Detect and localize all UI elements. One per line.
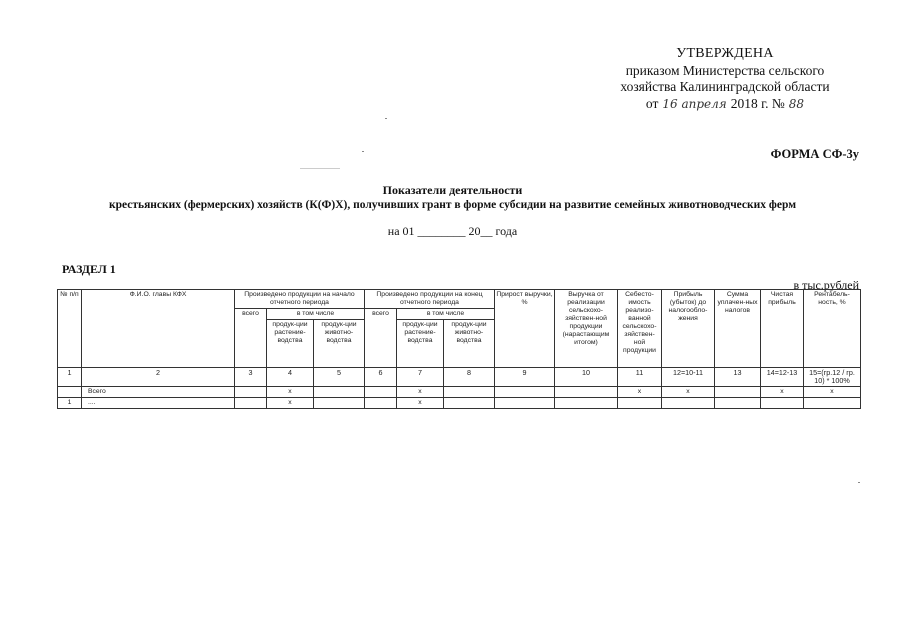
section-label: РАЗДЕЛ 1 xyxy=(62,262,116,276)
col-fio-header: Ф.И.О. главы КФХ xyxy=(82,290,235,368)
table-row xyxy=(58,398,861,409)
table-cell xyxy=(715,398,761,409)
approval-date-line xyxy=(600,96,850,113)
column-number: 3 xyxy=(235,368,267,387)
col-plant-end-header: продук-ции растение-водства xyxy=(397,320,444,368)
col-taxes-header: Сумма уплачен-ных налогов xyxy=(715,290,761,368)
table-cell: x xyxy=(267,387,314,398)
col-total-end-header: всего xyxy=(365,309,397,368)
column-number: 14=12-13 xyxy=(761,368,804,387)
column-number: 2 xyxy=(82,368,235,387)
scan-speck xyxy=(385,118,387,119)
table-cell: x xyxy=(397,398,444,409)
col-animal-start-header: продук-ции животно-водства xyxy=(314,320,365,368)
approval-header: УТВЕРЖДЕНА xyxy=(676,46,774,61)
indicators-table xyxy=(57,289,861,409)
column-number: 15=(гр.12 / гр. 10) * 100% xyxy=(804,368,861,387)
table-cell xyxy=(235,387,267,398)
col-plant-start-header: продук-ции растение-водства xyxy=(267,320,314,368)
column-number-row xyxy=(58,368,861,387)
table-cell xyxy=(58,387,82,398)
col-animal-end-header: продук-ции животно-водства xyxy=(444,320,495,368)
column-number: 13 xyxy=(715,368,761,387)
scan-speck xyxy=(362,151,364,152)
table-cell: x xyxy=(618,387,662,398)
table-cell xyxy=(495,387,555,398)
report-period: на 01 ________ 20__ года xyxy=(387,224,518,238)
table-cell xyxy=(662,398,715,409)
col-including-start-header: в том числе xyxy=(267,309,365,320)
table-cell xyxy=(715,387,761,398)
table-cell: Всего xyxy=(82,387,235,398)
scan-speck xyxy=(858,482,860,483)
col-produced-start-header: Произведено продукции на начало отчетного периода xyxy=(235,290,365,309)
column-number: 12=10-11 xyxy=(662,368,715,387)
table-cell: x xyxy=(804,387,861,398)
column-number: 4 xyxy=(267,368,314,387)
form-code: ФОРМА СФ-3у xyxy=(770,147,859,161)
table-row-total xyxy=(58,387,861,398)
table-cell xyxy=(804,398,861,409)
table-cell xyxy=(314,387,365,398)
column-number: 11 xyxy=(618,368,662,387)
column-number: 9 xyxy=(495,368,555,387)
table-cell xyxy=(444,387,495,398)
table-cell xyxy=(555,398,618,409)
col-num-header: № п/п xyxy=(58,290,82,368)
date-prefix: от xyxy=(645,95,659,111)
col-profitability-header: Рентабель-ность, % xyxy=(804,290,861,368)
date-handwritten: 16 апреля xyxy=(662,96,727,111)
number-handwritten: 88 xyxy=(788,96,805,111)
table-cell: x xyxy=(267,398,314,409)
header-row-1 xyxy=(58,290,861,309)
col-growth-header: Прирост выручки, % xyxy=(495,290,555,368)
column-number: 10 xyxy=(555,368,618,387)
column-number: 8 xyxy=(444,368,495,387)
column-number: 7 xyxy=(397,368,444,387)
doc-subtitle: крестьянских (фермерских) хозяйств (К(Ф)Х), получивших грант в форме субсидии на развитие семейных животноводческих ферм xyxy=(108,199,797,211)
table-cell xyxy=(495,398,555,409)
col-including-end-header: в том числе xyxy=(397,309,495,320)
table-cell: x xyxy=(397,387,444,398)
col-revenue-header: Выручка от реализации сельскохо-зяйствен-ной продукции (нарастающим итогом) xyxy=(555,290,618,368)
table-cell: 1 xyxy=(58,398,82,409)
table-cell xyxy=(235,398,267,409)
column-number: 1 xyxy=(58,368,82,387)
table-cell xyxy=(444,398,495,409)
table-cell xyxy=(618,398,662,409)
units-label: в тыс.рублей xyxy=(793,278,859,292)
approval-line-1: приказом Министерства сельского xyxy=(625,62,825,78)
col-cost-header: Себесто-имость реализо-ванной сельскохо-зяйствен-ной продукции xyxy=(618,290,662,368)
doc-title: Показатели деятельности xyxy=(382,183,523,197)
col-produced-end-header: Произведено продукции на конец отчетного периода xyxy=(365,290,495,309)
approval-line-2: хозяйства Калининградской области xyxy=(620,79,830,94)
table-cell xyxy=(365,398,397,409)
table-cell xyxy=(761,398,804,409)
table-cell xyxy=(314,398,365,409)
approval-block xyxy=(600,46,850,112)
col-net-profit-header: Чистая прибыль xyxy=(761,290,804,368)
date-suffix: 2018 г. № xyxy=(730,95,785,111)
table-cell xyxy=(365,387,397,398)
table-cell: x xyxy=(662,387,715,398)
table-cell: x xyxy=(761,387,804,398)
column-number: 6 xyxy=(365,368,397,387)
col-profit-header: Прибыль (убыток) до налогообло-жения xyxy=(662,290,715,368)
table-cell xyxy=(555,387,618,398)
scan-speck xyxy=(300,168,340,169)
col-total-start-header: всего xyxy=(235,309,267,368)
table-cell: .... xyxy=(82,398,235,409)
column-number: 5 xyxy=(314,368,365,387)
